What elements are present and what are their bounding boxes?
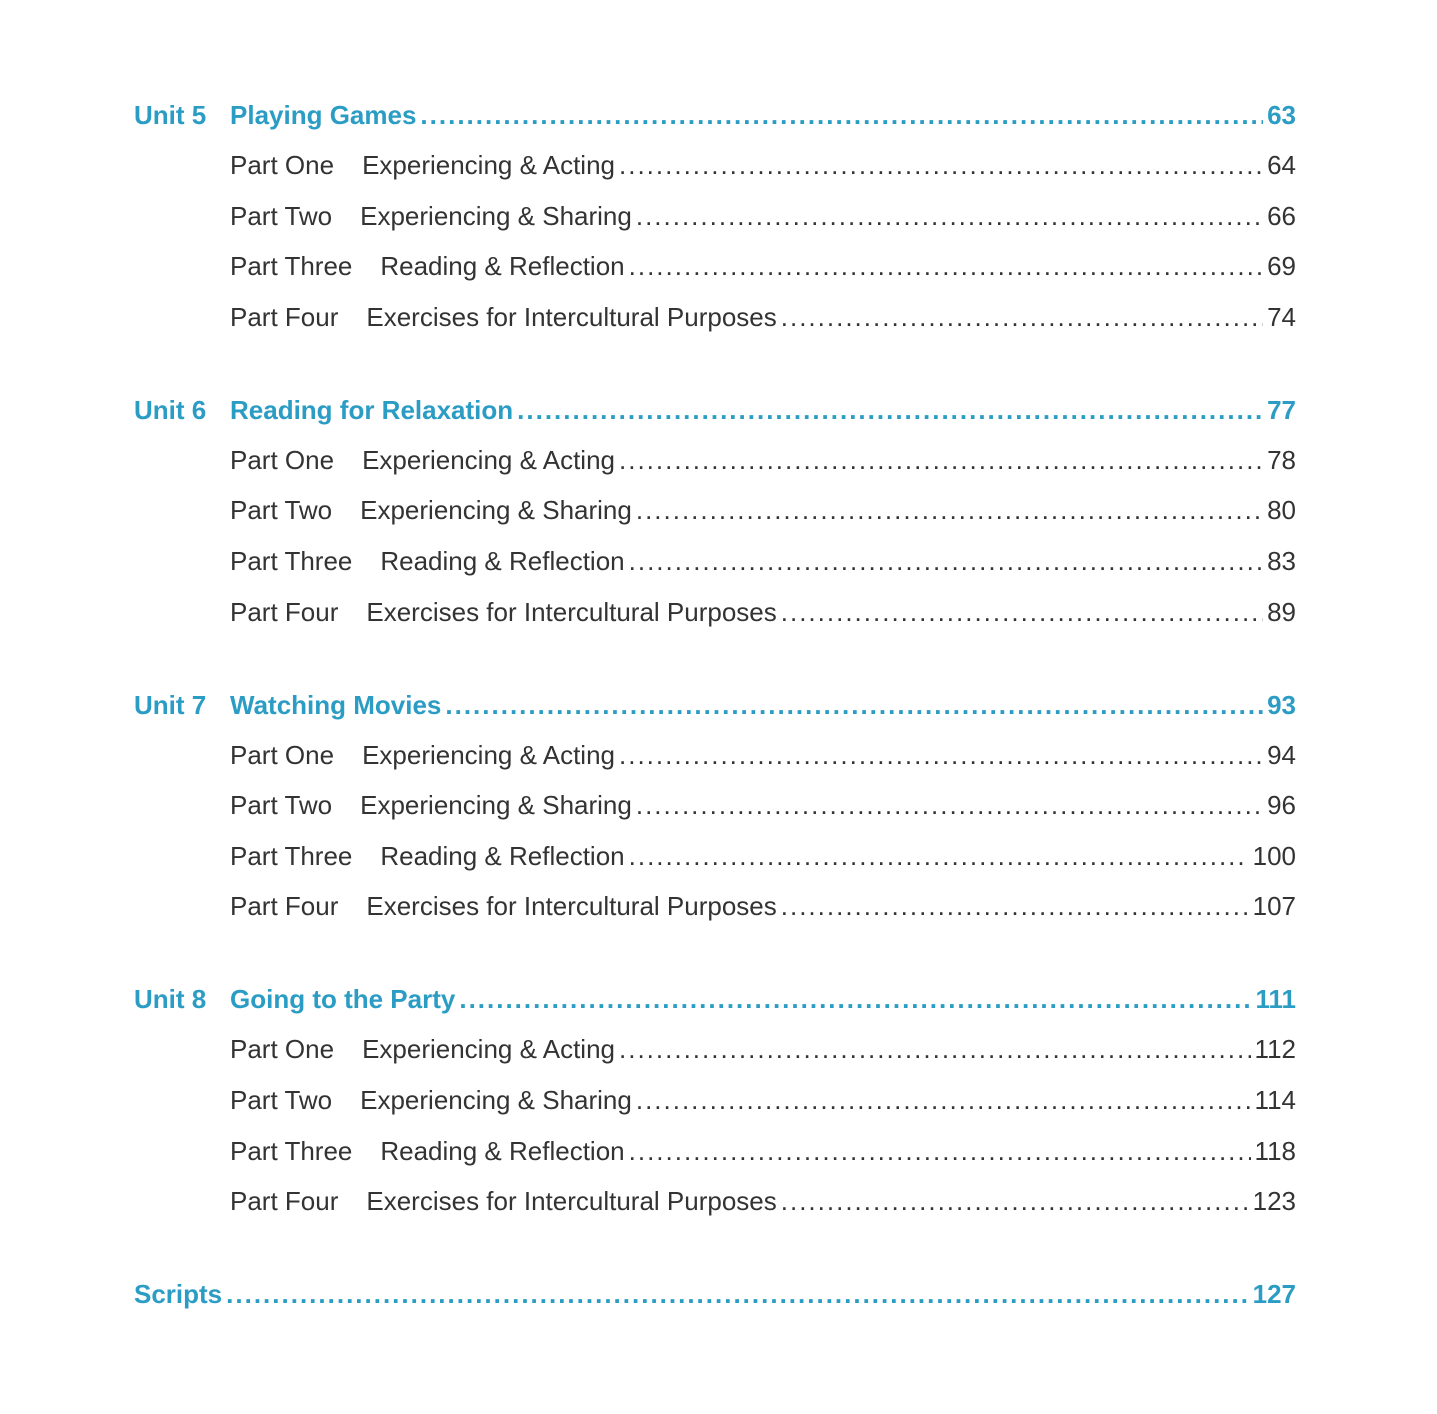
unit-number: Unit 5 <box>134 100 207 130</box>
part-title: Experiencing & Acting <box>362 150 615 180</box>
dot-leader <box>629 1129 1251 1173</box>
part-title: Exercises for Intercultural Purposes <box>366 596 777 627</box>
part-name: Part Four <box>230 891 339 922</box>
unit-8-section <box>134 977 1296 1223</box>
part-title: Experiencing & Sharing <box>360 790 632 821</box>
part-title: Experiencing & Sharing <box>360 495 632 526</box>
page-number: 89 <box>1267 596 1296 627</box>
unit-6-part-three-entry[interactable] <box>134 539 1296 583</box>
unit-8-entry[interactable] <box>134 977 1296 1021</box>
dot-leader <box>619 143 1263 187</box>
part-name: Part Three <box>230 1135 353 1166</box>
dot-leader <box>781 1179 1249 1223</box>
dot-leader <box>636 194 1263 238</box>
part-title: Reading & Reflection <box>380 1135 625 1166</box>
part-name: Part Two <box>230 1084 333 1115</box>
page-number: 80 <box>1267 495 1296 526</box>
unit-7-section <box>134 683 1296 929</box>
dot-leader <box>636 783 1263 827</box>
part-title: Exercises for Intercultural Purposes <box>366 1186 777 1217</box>
page-number: 69 <box>1267 251 1296 282</box>
unit-7-part-three-entry[interactable] <box>134 834 1296 878</box>
dot-leader <box>629 244 1263 288</box>
dot-leader <box>629 539 1263 583</box>
unit-6-part-one-entry[interactable] <box>134 438 1296 482</box>
page-number: 100 <box>1252 840 1296 871</box>
unit-number: Unit 6 <box>134 394 207 425</box>
part-title: Experiencing & Sharing <box>360 200 632 231</box>
part-name: Part Two <box>230 790 333 821</box>
unit-number: Unit 7 <box>134 689 207 720</box>
part-name: Part Four <box>230 1186 339 1217</box>
page-number: 74 <box>1267 301 1296 332</box>
page-number: 127 <box>1252 1279 1296 1310</box>
unit-8-part-three-entry[interactable] <box>134 1129 1296 1173</box>
part-title: Experiencing & Acting <box>362 1034 615 1065</box>
dot-leader <box>629 834 1249 878</box>
page-number: 66 <box>1267 200 1296 231</box>
unit-8-part-four-entry[interactable] <box>134 1179 1296 1223</box>
page-number: 107 <box>1252 891 1296 922</box>
part-name: Part Three <box>230 545 353 576</box>
dot-leader <box>445 683 1263 727</box>
page-number: 83 <box>1267 545 1296 576</box>
unit-7-part-four-entry[interactable] <box>134 884 1296 928</box>
part-title: Exercises for Intercultural Purposes <box>366 301 777 332</box>
dot-leader <box>517 388 1263 432</box>
unit-6-entry[interactable] <box>134 388 1296 432</box>
part-name: Part One <box>230 150 335 180</box>
page-number: 123 <box>1252 1186 1296 1217</box>
unit-5-section <box>134 93 1296 339</box>
dot-leader <box>781 884 1249 928</box>
unit-title: Going to the Party <box>230 984 456 1015</box>
part-name: Part Two <box>230 495 333 526</box>
part-title: Experiencing & Acting <box>362 739 615 770</box>
part-name: Part Four <box>230 596 339 627</box>
scripts-title: Scripts <box>134 1279 223 1310</box>
page-number: 94 <box>1267 739 1296 770</box>
part-title: Experiencing & Acting <box>362 444 615 475</box>
page-number: 63 <box>1267 100 1296 130</box>
unit-7-entry[interactable] <box>134 683 1296 727</box>
part-name: Part Four <box>230 301 339 332</box>
page-number: 114 <box>1254 1084 1296 1115</box>
unit-title: Reading for Relaxation <box>230 394 514 425</box>
page-number: 64 <box>1267 150 1296 180</box>
dot-leader <box>781 590 1263 634</box>
part-name: Part One <box>230 739 335 770</box>
part-title: Exercises for Intercultural Purposes <box>366 891 777 922</box>
part-name: Part Two <box>230 200 333 231</box>
unit-5-part-four-entry[interactable] <box>134 295 1296 339</box>
dot-leader <box>420 93 1263 137</box>
part-title: Reading & Reflection <box>380 840 625 871</box>
part-title: Experiencing & Sharing <box>360 1084 632 1115</box>
unit-8-part-two-entry[interactable] <box>134 1078 1296 1122</box>
page-number: 93 <box>1267 689 1296 720</box>
part-name: Part One <box>230 1034 335 1065</box>
unit-5-part-three-entry[interactable] <box>134 244 1296 288</box>
dot-leader <box>619 733 1263 777</box>
unit-7-part-one-entry[interactable] <box>134 733 1296 777</box>
part-title: Reading & Reflection <box>380 251 625 282</box>
part-name: Part Three <box>230 251 353 282</box>
unit-6-part-four-entry[interactable] <box>134 590 1296 634</box>
unit-number: Unit 8 <box>134 984 207 1015</box>
page-number: 77 <box>1267 394 1296 425</box>
page-number: 78 <box>1267 444 1296 475</box>
table-of-contents <box>134 93 1296 1316</box>
unit-title: Playing Games <box>230 100 417 130</box>
part-name: Part Three <box>230 840 353 871</box>
dot-leader <box>619 1027 1251 1071</box>
part-name: Part One <box>230 444 335 475</box>
unit-5-part-one-entry[interactable] <box>134 143 1296 187</box>
dot-leader <box>619 438 1263 482</box>
page-number: 96 <box>1267 790 1296 821</box>
part-title: Reading & Reflection <box>380 545 625 576</box>
unit-8-part-one-entry[interactable] <box>134 1027 1296 1071</box>
dot-leader <box>636 1078 1251 1122</box>
unit-6-part-two-entry[interactable] <box>134 488 1296 532</box>
unit-5-part-two-entry[interactable] <box>134 194 1296 238</box>
page-number: 118 <box>1254 1135 1296 1166</box>
page-number: 111 <box>1255 984 1296 1015</box>
dot-leader <box>781 295 1263 339</box>
unit-6-section <box>134 388 1296 634</box>
unit-5-entry[interactable] <box>134 93 1296 137</box>
dot-leader <box>636 488 1263 532</box>
page-number: 112 <box>1254 1034 1296 1065</box>
scripts-entry[interactable] <box>134 1272 1296 1316</box>
dot-leader <box>459 977 1251 1021</box>
unit-7-part-two-entry[interactable] <box>134 783 1296 827</box>
dot-leader <box>226 1272 1248 1316</box>
unit-title: Watching Movies <box>230 689 442 720</box>
